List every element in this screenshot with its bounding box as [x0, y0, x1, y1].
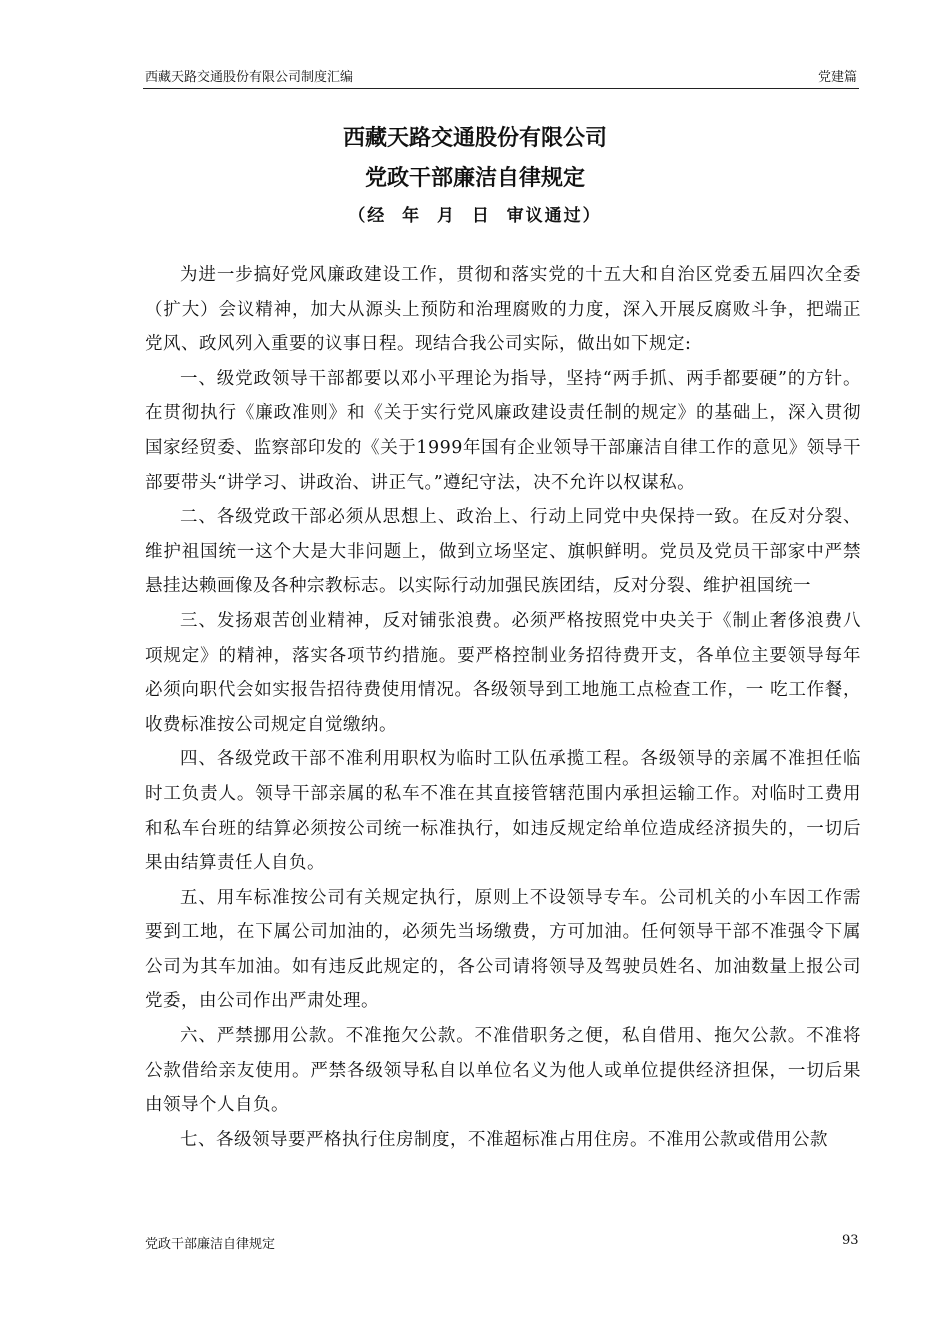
page-number: 93	[842, 1233, 859, 1248]
approval-note: （经 年 月 日 审议通过）	[348, 206, 602, 226]
footer-document-title: 党政干部廉洁自律规定	[145, 1237, 276, 1252]
rule-paragraph-6: 六、严禁挪用公款。不准拖欠公款。不准借职务之便，私自借用、拖欠公款。不准将公款借给亲友使用。严禁各级领导私自以单位名义为他人或单位提供经济担保，一切后果由领导个人自负。	[145, 1026, 861, 1116]
page-header	[143, 66, 859, 89]
document-title-block	[0, 118, 950, 234]
rule-paragraph-4: 四、各级党政干部不准利用职权为临时工队伍承揽工程。各级领导的亲属不准担任临时工负责人。领导干部亲属的私车不准在其直接管辖范围内承担运输工作。对临时工费用和私车台班的结算必须按公司统一标准执行，如违反规定给单位造成经济损失的，一切后果由结算责任人自负。	[145, 749, 861, 874]
company-title: 西藏天路交通股份有限公司	[342, 125, 607, 151]
rule-paragraph-7: 七、各级领导要严格执行住房制度，不准超标准占用住房。不准用公款或借用公款	[180, 1129, 828, 1150]
rule-paragraph-5: 五、用车标准按公司有关规定执行，原则上不设领导专车。公司机关的小车因工作需要到工地，在下属公司加油的，必须先当场缴费，方可加油。任何领导干部不准强令下属公司为其车加油。如有违反此规定的，各公司请将领导及驾驶员姓名、加油数量上报公司党委，由公司作出严肃处理。	[145, 887, 861, 1012]
document-body	[145, 258, 861, 1157]
document-title: 党政干部廉洁自律规定	[364, 165, 585, 191]
header-document-collection: 西藏天路交通股份有限公司制度汇编	[145, 70, 354, 85]
intro-paragraph: 为进一步搞好党风廉政建设工作，贯彻和落实党的十五大和自治区党委五届四次全委（扩大）会议精神，加大从源头上预防和治理腐败的力度，深入开展反腐败斗争，把端正党风、政风列入重要的议事日程。现结合我公司实际，做出如下规定:	[145, 265, 861, 355]
rule-paragraph-2: 二、各级党政干部必须从思想上、政治上、行动上同党中央保持一致。在反对分裂、维护祖国统一这个大是大非问题上，做到立场坚定、旗帜鲜明。党员及党员干部家中严禁悬挂达赖画像及各种宗教标志。以实际行动加强民族团结，反对分裂、维护祖国统一	[145, 507, 861, 597]
header-section: 党建篇	[817, 70, 857, 85]
rule-paragraph-3: 三、发扬艰苦创业精神，反对铺张浪费。必须严格按照党中央关于《制止奢侈浪费八项规定》的精神，落实各项节约措施。要严格控制业务招待费开支，各单位主要领导每年必须向职代会如实报告招待费使用情况。各级领导到工地施工点检查工作，一 吃工作餐，收费标准按公司规定自觉缴纳。	[145, 610, 861, 735]
rule-paragraph-1: 一、级党政领导干部都要以邓小平理论为指导，坚持“两手抓、两手都要硬”的方针。在贯彻执行《廉政准则》和《关于实行党风廉政建设责任制的规定》的基础上，深入贯彻国家经贸委、监察部印发的《关于1999年国有企业领导干部廉洁自律工作的意见》领导干部要带头“讲学习、讲政治、讲正气。”遵纪守法，决不允许以权谋私。	[145, 368, 861, 493]
